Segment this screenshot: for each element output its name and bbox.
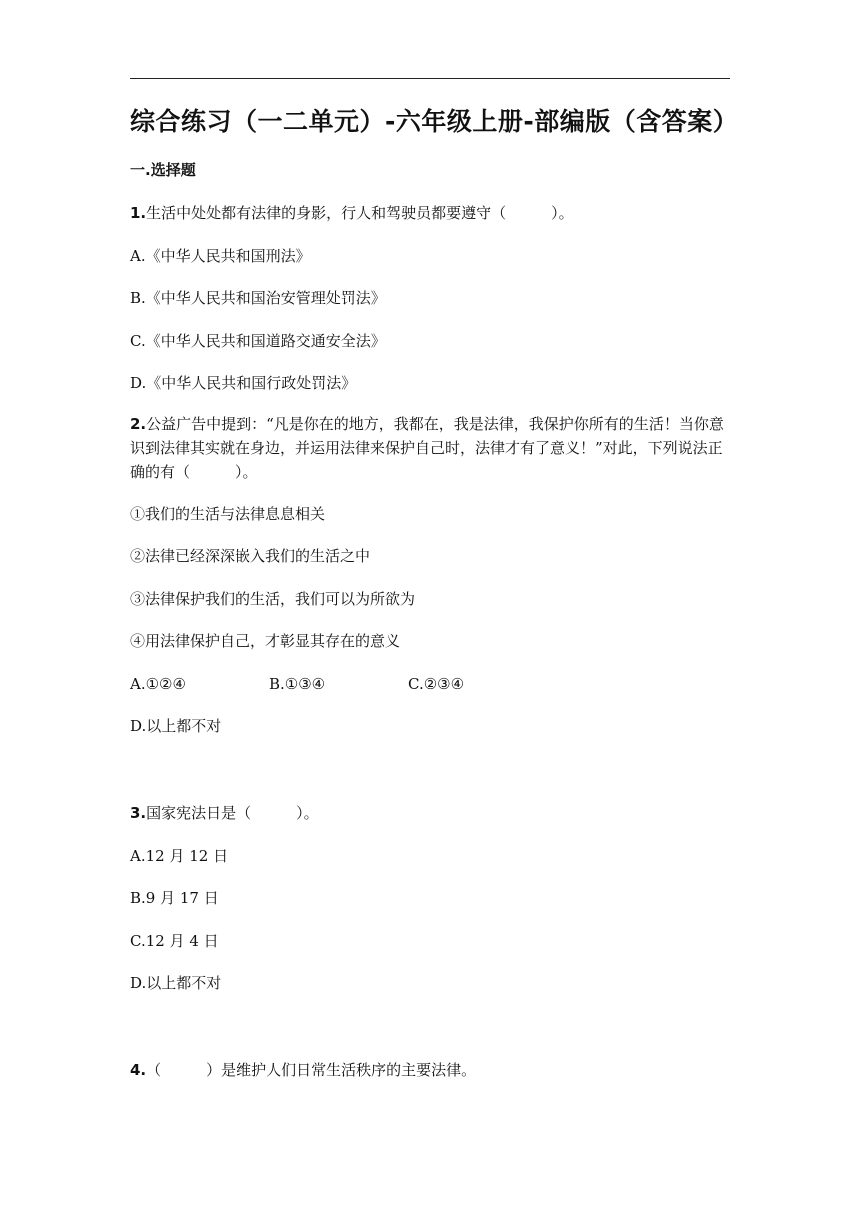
- question-text: 国家宪法日是（ ）。: [146, 804, 319, 822]
- options-row-2: [130, 673, 730, 695]
- option-3a: A.12 月 12 日: [130, 847, 229, 865]
- option-1d: D.《中华人民共和国行政处罚法》: [130, 374, 357, 392]
- question-number: 4.: [130, 1061, 147, 1079]
- question-number: 1.: [130, 204, 147, 222]
- section-heading: 一.选择题: [130, 161, 196, 179]
- option-2c: C.②③④: [408, 675, 465, 693]
- question-number: 2.: [130, 415, 147, 433]
- option-1b: B.《中华人民共和国治安管理处罚法》: [130, 289, 386, 307]
- option-2a: A.①②④: [130, 675, 186, 693]
- question-1: [130, 202, 730, 224]
- option-3d: D.以上都不对: [130, 974, 222, 992]
- option-3c: C.12 月 4 日: [130, 932, 219, 950]
- question-2: [130, 412, 730, 484]
- question-text: 生活中处处都有法律的身影，行人和驾驶员都要遵守（ ）。: [146, 204, 574, 222]
- statement-1: ①我们的生活与法律息息相关: [130, 505, 326, 523]
- option-1c: C.《中华人民共和国道路交通安全法》: [130, 332, 386, 350]
- header-rule: [130, 78, 730, 79]
- statement-2: ②法律已经深深嵌入我们的生活之中: [130, 547, 371, 565]
- question-text: （ ）是维护人们日常生活秩序的主要法律。: [146, 1061, 477, 1079]
- option-2b: B.①③④: [269, 675, 326, 693]
- question-text: 公益广告中提到：“凡是你在的地方，我都在，我是法律，我保护你所有的生活！当你意识到法律其实就在身边，并运用法律来保护自己时，法律才有了意义！”对此，下列说法正确的有（ ）。: [130, 415, 724, 481]
- question-number: 3.: [130, 804, 147, 822]
- page-title: 综合练习（一二单元）-六年级上册-部编版（含答案）: [130, 107, 739, 136]
- option-3b: B.9 月 17 日: [130, 889, 219, 907]
- question-4: [130, 1059, 730, 1081]
- statement-4: ④用法律保护自己，才彰显其存在的意义: [130, 632, 401, 650]
- question-3: [130, 802, 730, 824]
- statement-3: ③法律保护我们的生活，我们可以为所欲为: [130, 590, 416, 608]
- option-1a: A.《中华人民共和国刑法》: [130, 247, 311, 265]
- option-2d: D.以上都不对: [130, 717, 222, 735]
